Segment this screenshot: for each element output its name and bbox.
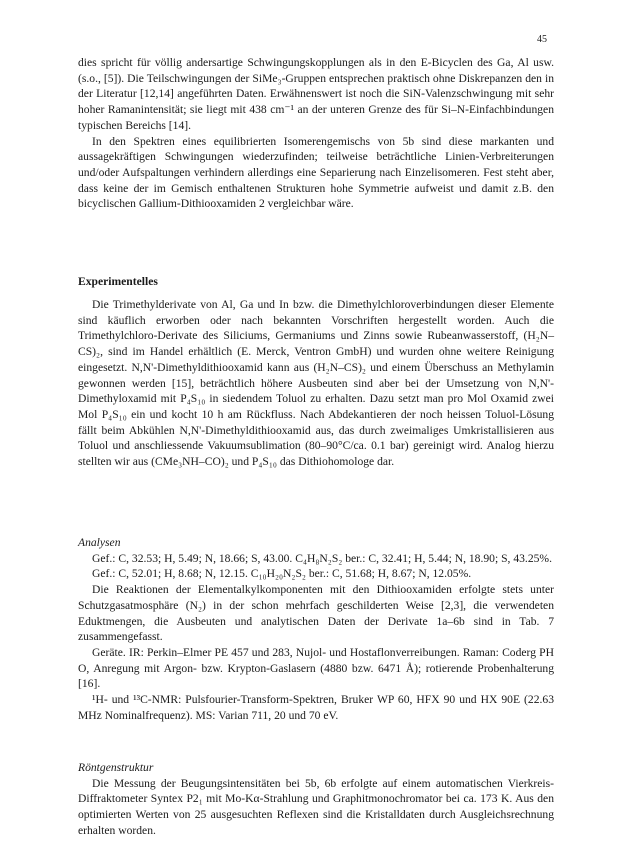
paragraph: Gef.: C, 32.53; H, 5.49; N, 18.66; S, 43.00. C₄H₈N₂S₂ ber.: C, 32.41; H, 5.44; N, 18.90; S, 43.25%. bbox=[92, 551, 552, 565]
analysen-section bbox=[78, 535, 554, 723]
subsection-heading: Röntgenstruktur bbox=[78, 761, 154, 774]
subsection-heading: Analysen bbox=[78, 536, 121, 549]
paragraph: Die Messung der Beugungsintensitäten bei 5b, 6b erfolgte auf einem automatischen Vierkreis-Diffraktometer Syntex P2₁ mit Mo-Kα-Strahlung und Graphitmonochromator bei ca. 173 K. Aus den optimierten Werten von 25 ausgesuchten Reflexen sind die Kristalldaten durch Ausgleichsrechnung erhalten worden. bbox=[78, 776, 554, 837]
paragraph: In den Spektren eines equilibrierten Isomerengemischs von 5b sind diese markanten und aussagekräftigen Schwingungen wiederzufinden; teilweise beträchtliche Linien-Verbreiterungen und/oder Aufspaltungen verhindern allerdings eine Separierung nach Einzelisomeren. Fest steht aber, dass keine der im Gemisch enthaltenen Strukturen hohe Symmetrie aufweist und damit z.B. den bicyclischen Gallium-Dithiooxamiden 2 vergleichbar wäre. bbox=[78, 134, 554, 211]
paragraph: dies spricht für völlig andersartige Schwingungskopplungen als in den E-Bicyclen des Ga, Al usw. (s.o., [5]). Die Teilschwingungen der SiMe₃-Gruppen entsprechen praktisch ohne Diskrepanzen den in der Literatur [12,14] angeführten Daten. Erwähnenswert ist noch die SiN-Valenzschwingung mit sehr hoher Ramanintensität; sie liegt mit 438 cm⁻¹ an der unteren Grenze des für Si–N-Einfachbindungen typischen Bereichs [14]. bbox=[78, 56, 554, 132]
paragraph: Gef.: C, 52.01; H, 8.68; N, 12.15. C₁₀H₂₀N₂S₂ ber.: C, 51.68; H, 8.67; N, 12.05%. bbox=[92, 567, 472, 581]
section-heading: Experimentelles bbox=[78, 275, 158, 288]
paragraph: Die Trimethylderivate von Al, Ga und In bzw. die Dimethylchloroverbindungen dieser Elemente sind käuflich erworben oder nach bekannten Vorschriften hergestellt worden. Auch die Trimethylchloro-Derivate des Siliciums, Germaniums und Zinns sowie Rubeanwasserstoff, (H₂N–CS)₂, sind im Handel erhältlich (E. Merck, Ventron GmbH) und wurden ohne weitere Reinigung eingesetzt. N,N'-Dimethyldithiooxamid kann aus (H₂N–CS)₂ und einem Überschuss an Methylamin gewonnen werden [15], beträchtlich höhere Ausbeuten sind aber bei der Umsetzung von N,N'-Dimethyloxamid mit P₄S₁₀ in siedendem Toluol zu erhalten. Dazu setzt man pro Mol Oxamid zwei Mol P₄S₁₀ ein und kocht 10 h am Rückfluss. Nach Abdekantieren der noch heissen Toluol-Lösung fällt beim Abkühlen N,N'-Dimethyldithiooxamid aus, das durch zweimaliges Umkristallisieren aus Toluol und anschliessende Vakuumsublimation (80–90°C/ca. 0.1 bar) gereinigt wird. Analog hierzu stellten wir aus (CMe₃NH–CO)₂ und P₄S₁₀ das Dithiohomologe dar. bbox=[78, 298, 554, 469]
paragraph: ¹H- und ¹³C-NMR: Pulsfourier-Transform-Spektren, Bruker WP 60, HFX 90 und HX 90E (22.63 MHz Nominalfrequenz). MS: Varian 711, 20 und 70 eV. bbox=[78, 693, 554, 722]
paragraph: Die Reaktionen der Elementalkylkomponenten mit den Dithiooxamiden erfolgte stets unter Schutzgasatmosphäre (N₂) in der schon mehrfach geschilderten Weise [2,3], die verwendeten Eduktmengen, die Ausbeuten und analytischen Daten der Derivate 1a–6b sind in Tab. 7 zusammengefasst. bbox=[78, 583, 554, 644]
intro-section bbox=[78, 55, 554, 212]
page-number: 45 bbox=[537, 34, 547, 45]
experimental-section bbox=[78, 297, 554, 470]
roentgen-section bbox=[78, 760, 554, 839]
paragraph: Geräte. IR: Perkin–Elmer PE 457 und 283, Nujol- und Hostaflonverreibungen. Raman: Coderg PH O, Anregung mit Argon- bzw. Krypton-Gaslasern (4880 bzw. 6471 Å); rotierende Probenhalterung [16]. bbox=[78, 645, 554, 691]
